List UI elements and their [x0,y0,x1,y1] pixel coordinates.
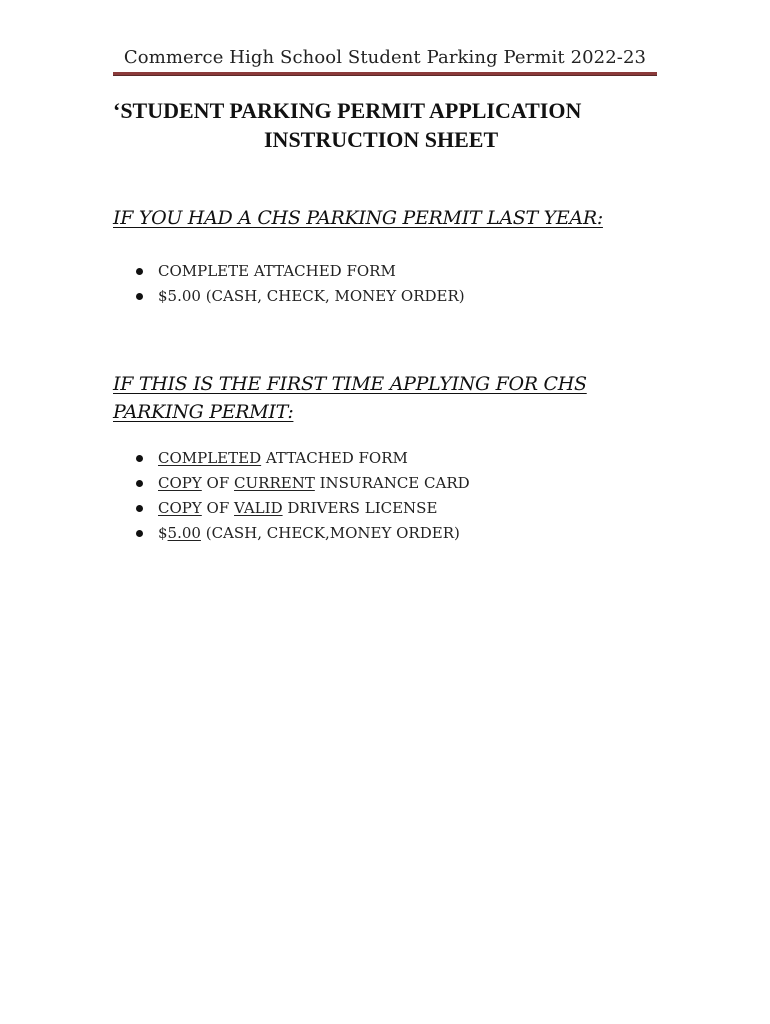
bullet-icon [136,293,143,300]
list-item-text: INSURANCE CARD [314,474,470,492]
list-item [136,521,470,546]
returning-section-heading: IF YOU HAD A CHS PARKING PERMIT LAST YEAR: [113,207,603,229]
list-item-text: COMPLETE ATTACHED FORM [158,262,396,280]
bullet-icon [136,455,143,462]
list-item-text: $5.00 (CASH, CHECK, MONEY ORDER) [158,287,465,305]
list-item [136,259,465,284]
list-item [136,471,470,496]
page-header-title: Commerce High School Student Parking Permit 2022-23 [123,47,647,68]
list-item-text: OF [201,474,235,492]
returning-requirements-list [136,259,465,309]
list-item-emphasis: 5.00 [167,524,201,542]
list-item [136,284,465,309]
bullet-icon [136,480,143,487]
list-item-text: (CASH, CHECK,MONEY ORDER) [200,524,460,542]
bullet-icon [136,268,143,275]
list-item [136,496,470,521]
document-title-line-2: INSTRUCTION SHEET [264,127,499,152]
list-item-emphasis: CURRENT [234,474,315,492]
first-time-requirements-list [136,446,470,546]
document-title-line-1: ‘STUDENT PARKING PERMIT APPLICATION [113,98,582,123]
list-item-text: ATTACHED FORM [261,449,408,467]
list-item [136,446,470,471]
first-time-section-heading: IF THIS IS THE FIRST TIME APPLYING FOR CHS PARKING PERMIT: [113,373,587,423]
list-item-emphasis: COPY [158,474,202,492]
list-item-text: $ [158,524,168,542]
list-item-text: OF [201,499,235,517]
header-divider [113,72,657,76]
document-title [113,96,657,154]
list-item-text: DRIVERS LICENSE [282,499,438,517]
list-item-emphasis: VALID [234,499,283,517]
bullet-icon [136,505,143,512]
list-item-emphasis: COPY [158,499,202,517]
list-item-emphasis: COMPLETED [158,449,262,467]
bullet-icon [136,530,143,537]
